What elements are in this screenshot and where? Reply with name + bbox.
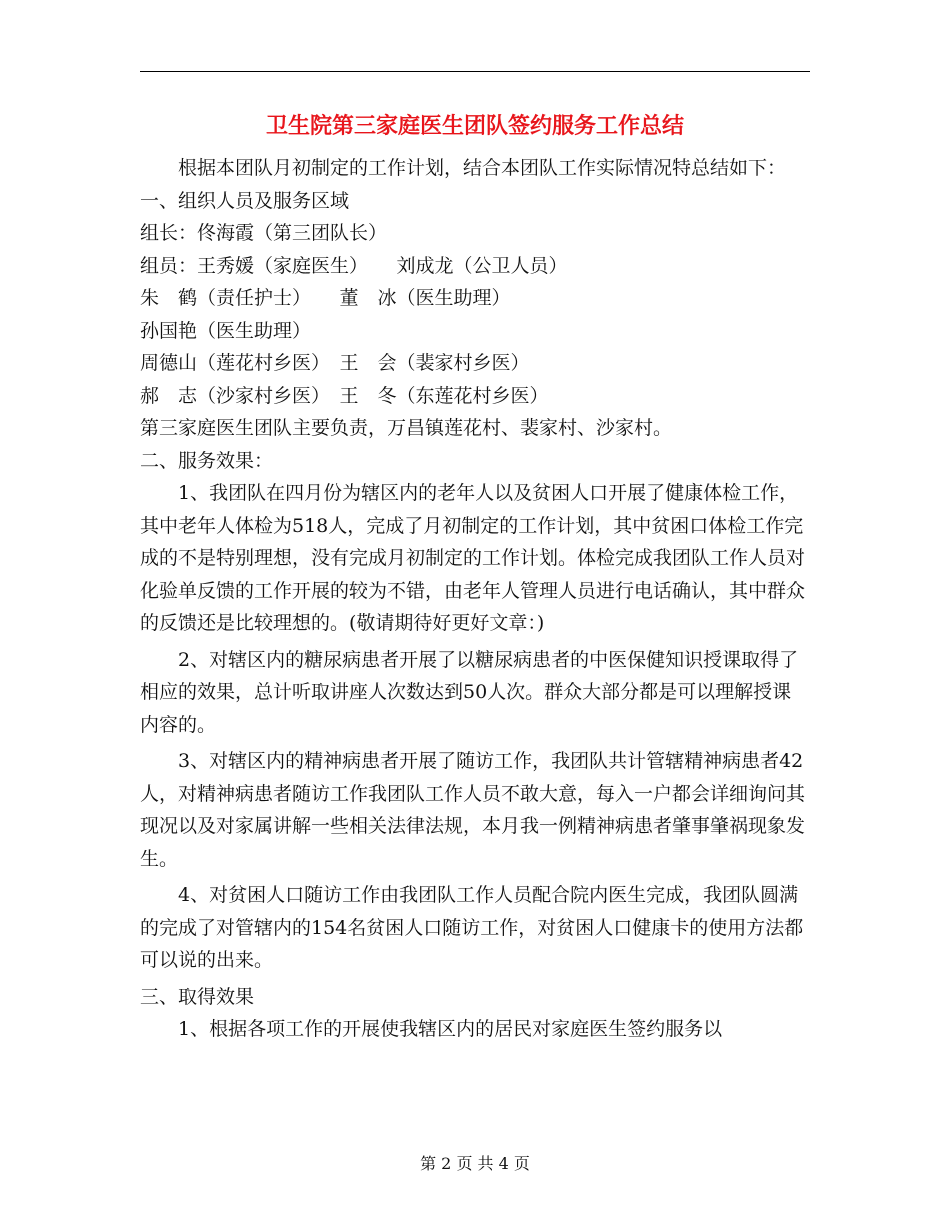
- team-members-line: 孙国艳（医生助理）: [140, 319, 312, 342]
- document-body: [140, 152, 810, 1046]
- team-members-line: 朱 鹤（责任护士） 董 冰（医生助理）: [140, 287, 511, 309]
- page-number-footer: 第 2 页 共 4 页: [420, 1154, 530, 1173]
- service-item-paragraph: 1、我团队在四月份为辖区内的老年人以及贫困人口开展了健康体检工作，其中老年人体检为518人，完成了月初制定的工作计划，其中贫困口体检工作完成的不是特别理想，没有完成月初制定的工作计划。体检完成我团队工作人员对化验单反馈的工作开展的较为不错，由老年人管理人员进行电话确认，其中群众的反馈还是比较理想的。(敬请期待好更好文章：): [140, 482, 806, 634]
- team-members-line: 周德山（莲花村乡医） 王 会（裴家村乡医）: [140, 352, 530, 374]
- intro-paragraph: 根据本团队月初制定的工作计划，结合本团队工作实际情况特总结如下：: [178, 157, 787, 179]
- section-heading-service-effect: 二、服务效果：: [140, 449, 274, 472]
- team-members-line: 组员：王秀媛（家庭医生） 刘成龙（公卫人员）: [140, 254, 568, 277]
- results-item-paragraph: 1、根据各项工作的开展使我辖区内的居民对家庭医生签约服务以: [178, 1018, 723, 1040]
- header-rule: [140, 71, 810, 72]
- document-title: 卫生院第三家庭医生团队签约服务工作总结: [265, 113, 684, 139]
- coverage-line: 第三家庭医生团队主要负责，万昌镇莲花村、裴家村、沙家村。: [140, 417, 673, 439]
- service-item-paragraph: 3、对辖区内的精神病患者开展了随访工作，我团队共计管辖精神病患者42人，对精神病患者随访工作我团队工作人员不敢大意，每入一户都会详细询问其现况以及对家属讲解一些相关法律法规，本月我一例精神病患者肇事肇祸现象发生。: [140, 750, 806, 870]
- service-item-paragraph: 2、对辖区内的糖尿病患者开展了以糖尿病患者的中医保健知识授课取得了相应的效果，总计听取讲座人次数达到50人次。群众大部分都是可以理解授课内容的。: [140, 648, 799, 736]
- section-heading-organization: 一、组织人员及服务区域: [140, 189, 350, 212]
- team-members-line: 郝 志（沙家村乡医） 王 冬（东莲花村乡医）: [140, 384, 549, 407]
- section-heading-results: 三、取得效果: [140, 985, 255, 1008]
- team-leader-line: 组长：佟海霞（第三团队长）: [140, 222, 388, 244]
- service-item-paragraph: 4、对贫困人口随访工作由我团队工作人员配合院内医生完成，我团队圆满的完成了对管辖内的154名贫困人口随访工作，对贫困人口健康卡的使用方法都可以说的出来。: [140, 884, 804, 971]
